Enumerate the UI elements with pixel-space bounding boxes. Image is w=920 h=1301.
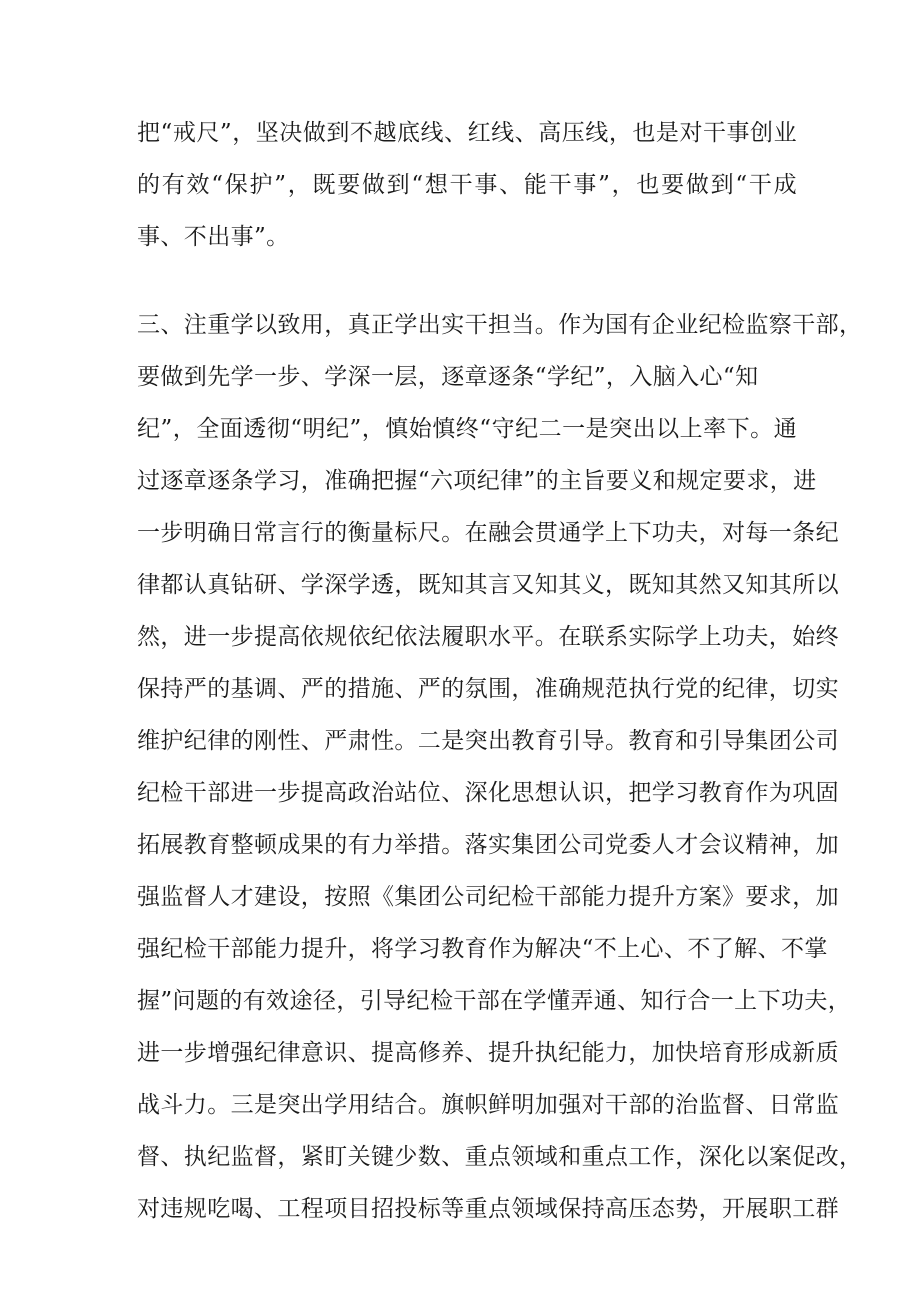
text-line: 战斗力。三是突出学用结合。旗帜鲜明加强对干部的治监督、日常监 xyxy=(137,1092,839,1118)
text-line: 握”问题的有效途径，引导纪检干部在学懂弄通、知行合一上下功夫， xyxy=(137,988,852,1014)
text-line: 强纪检干部能力提升，将学习教育作为解决“不上心、不了解、不掌 xyxy=(137,936,828,962)
text-line: 一步明确日常言行的衡量标尺。在融会贯通学上下功夫，对每一条纪 xyxy=(137,520,839,546)
text-line: 纪检干部进一步提高政治站位、深化思想认识，把学习教育作为巩固 xyxy=(137,780,839,806)
text-line: 进一步增强纪律意识、提高修养、提升执纪能力，加快培育形成新质 xyxy=(137,1040,839,1066)
text-line: 强监督人才建设，按照《集团公司纪检干部能力提升方案》要求，加 xyxy=(137,884,839,910)
text-line: 维护纪律的刚性、严肃性。二是突出教育引导。教育和引导集团公司 xyxy=(137,728,839,754)
text-line: 督、执纪监督，紧盯关键少数、重点领域和重点工作，深化以案促改， xyxy=(137,1144,863,1170)
text-line: 律都认真钻研、学深学透，既知其言又知其义，既知其然又知其所以 xyxy=(137,572,839,598)
text-line: 拓展教育整顿成果的有力举措。落实集团公司党委人才会议精神，加 xyxy=(137,832,839,858)
text-line: 把“戒尺”，坚决做到不越底线、红线、高压线，也是对干事创业 xyxy=(137,120,797,146)
text-line: 保持严的基调、严的措施、严的氛围，准确规范执行党的纪律，切实 xyxy=(137,676,839,702)
text-line: 过逐章逐条学习，准确把握“六项纪律”的主旨要义和规定要求，进 xyxy=(137,468,817,494)
text-line: 纪”，全面透彻“明纪”，慎始慎终“守纪二一是突出以上率下。通 xyxy=(137,416,797,442)
text-line: 事、不出事”。 xyxy=(137,224,290,250)
text-line: 三、注重学以致用，真正学出实干担当。作为国有企业纪检监察干部， xyxy=(137,312,863,338)
text-line: 然，进一步提高依规依纪依法履职水平。在联系实际学上功夫，始终 xyxy=(137,624,839,650)
text-line: 对违规吃喝、工程项目招投标等重点领域保持高压态势，开展职工群 xyxy=(137,1196,839,1222)
text-line: 的有效“保护”，既要做到“想干事、能干事”，也要做到“干成 xyxy=(137,172,797,198)
text-line: 要做到先学一步、学深一层，逐章逐条“学纪”，入脑入心“知 xyxy=(137,364,759,390)
